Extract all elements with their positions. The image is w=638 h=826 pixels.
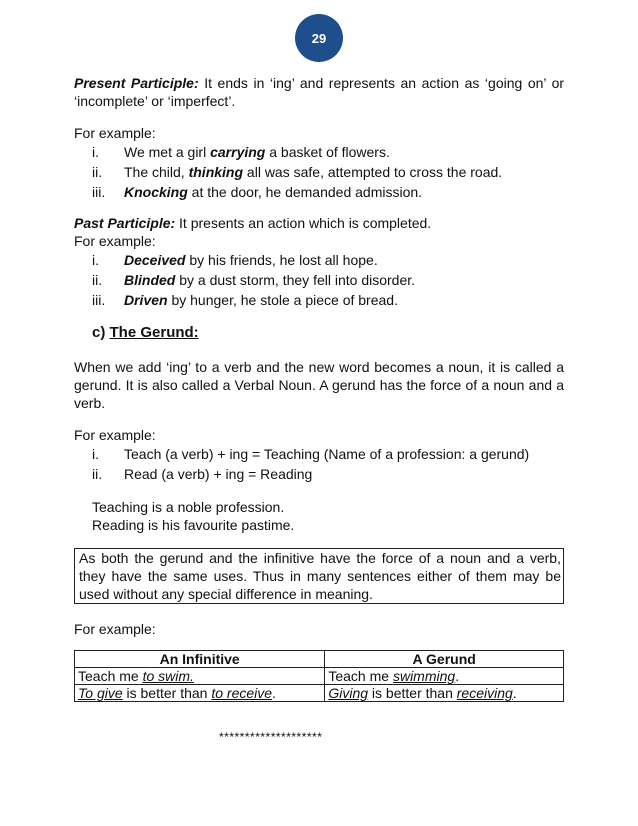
list-item bbox=[74, 182, 564, 202]
list-number: ii. bbox=[92, 466, 103, 482]
table-cell: To give is better than to receive. bbox=[75, 685, 325, 702]
table-cell: Giving is better than receiving. bbox=[325, 685, 564, 702]
separator-line: ******************** bbox=[219, 730, 323, 744]
example-keyword: Blinded bbox=[124, 272, 176, 288]
example-keyword: carrying bbox=[210, 144, 266, 160]
example-text: Teach (a verb) + ing = Teaching (Name of a profession: a gerund) bbox=[124, 446, 530, 462]
page-content bbox=[74, 74, 564, 746]
gerund-sentence: Teaching is a noble profession. bbox=[92, 499, 285, 515]
for-example-label: For example: bbox=[74, 125, 156, 141]
table-row bbox=[75, 668, 564, 685]
list-item bbox=[74, 290, 564, 310]
gerund-sentence: Reading is his favourite pastime. bbox=[92, 517, 295, 533]
example-text: all was safe, attempted to cross the road. bbox=[243, 164, 503, 180]
list-item bbox=[74, 250, 564, 270]
example-keyword: Knocking bbox=[124, 184, 188, 200]
section-heading bbox=[92, 324, 564, 342]
present-participle-definition: It ends in ‘ing’ and represents an action as ‘going on’ or ‘incomplete’ or ‘imperfect’. bbox=[74, 75, 565, 109]
list-number: iii. bbox=[92, 292, 106, 308]
list-number: iii. bbox=[92, 184, 106, 200]
list-item bbox=[74, 464, 564, 484]
example-keyword: Driven bbox=[124, 292, 168, 308]
list-number: ii. bbox=[92, 164, 103, 180]
example-text: by his friends, he lost all hope. bbox=[185, 252, 378, 268]
example-text: by hunger, he stole a piece of bread. bbox=[167, 292, 398, 308]
table-header: An Infinitive bbox=[75, 651, 325, 668]
heading-prefix: c) bbox=[92, 324, 110, 341]
gerund-intro: When we add ‘ing’ to a verb and the new word becomes a noun, it is called a gerund. It is also called a Verbal Noun. A gerund has the force of a noun and a verb. bbox=[74, 359, 564, 411]
for-example-label: For example: bbox=[74, 233, 156, 249]
list-number: i. bbox=[92, 252, 99, 268]
past-participle-examples bbox=[74, 250, 564, 310]
list-number: i. bbox=[92, 446, 99, 462]
example-text: We met a girl bbox=[124, 144, 211, 160]
for-example-label: For example: bbox=[74, 621, 156, 637]
comparison-table bbox=[74, 650, 564, 702]
page-number-badge: 29 bbox=[295, 14, 343, 62]
table-header: A Gerund bbox=[325, 651, 564, 668]
past-participle-paragraph bbox=[74, 214, 564, 232]
list-item bbox=[74, 270, 564, 290]
for-example-label: For example: bbox=[74, 427, 156, 443]
heading-title: The Gerund: bbox=[109, 324, 199, 341]
example-text: Read (a verb) + ing = Reading bbox=[124, 466, 313, 482]
present-participle-examples bbox=[74, 142, 564, 202]
past-participle-term: Past Participle: bbox=[74, 215, 176, 231]
list-item bbox=[74, 142, 564, 162]
example-text: a basket of flowers. bbox=[265, 144, 390, 160]
example-keyword: Deceived bbox=[124, 252, 186, 268]
example-keyword: thinking bbox=[188, 164, 244, 180]
present-participle-paragraph bbox=[74, 74, 564, 110]
table-cell: Teach me swimming. bbox=[325, 668, 564, 685]
list-number: ii. bbox=[92, 272, 103, 288]
table-cell: Teach me to swim. bbox=[75, 668, 325, 685]
present-participle-term: Present Participle: bbox=[74, 75, 199, 91]
table-row bbox=[75, 685, 564, 702]
table-header-row bbox=[75, 651, 564, 668]
note-box: As both the gerund and the infinitive have the force of a noun and a verb, they have the same uses. Thus in many sentences either of them may be used without any special difference in meaning. bbox=[74, 548, 564, 604]
example-text: The child, bbox=[124, 164, 189, 180]
list-item bbox=[74, 444, 564, 464]
gerund-examples bbox=[74, 444, 564, 484]
past-participle-definition: It presents an action which is completed. bbox=[175, 215, 432, 231]
example-text: by a dust storm, they fell into disorder. bbox=[175, 272, 416, 288]
list-number: i. bbox=[92, 144, 99, 160]
example-text: at the door, he demanded admission. bbox=[187, 184, 423, 200]
list-item bbox=[74, 162, 564, 182]
